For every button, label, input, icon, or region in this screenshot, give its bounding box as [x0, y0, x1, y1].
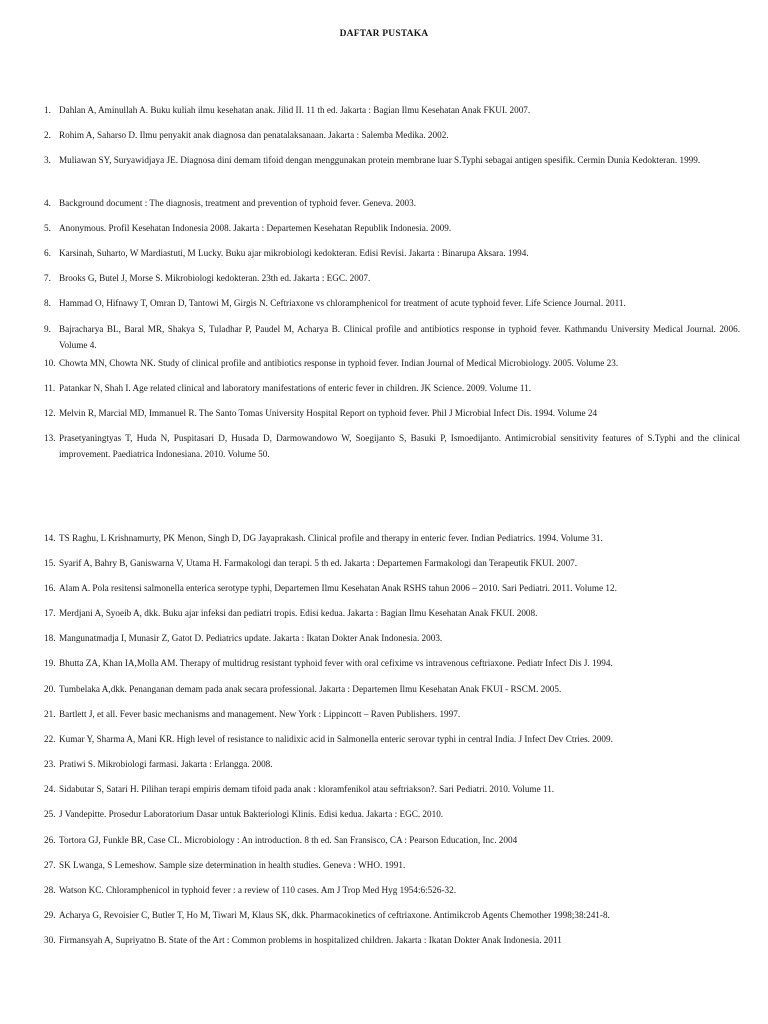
reference-text: Pratiwi S. Mikrobiologi farmasi. Jakarta : Erlangga. 2008. [59, 759, 273, 769]
reference-item [44, 405, 740, 421]
reference-text: Alam A. Pola resitensi salmonella enterica serotype typhi, Departemen Ilmu Kesehatan Anak RSHS tahun 2006 – 2010. Sari Pediatri. 2011. Volume 12. [59, 583, 617, 593]
reference-number: 18. [44, 633, 56, 643]
reference-item [44, 555, 740, 571]
reference-item [44, 907, 740, 923]
reference-number: 13. [44, 433, 56, 443]
reference-item [44, 355, 740, 371]
reference-text: Karsinah, Suharto, W Mardiastuti, M Lucky. Buku ajar mikrobiologi kedokteran. Edisi Revisi. Jakarta : Binarupa Aksara. 1994. [59, 248, 529, 258]
reference-text: Anonymous. Profil Kesehatan Indonesia 2008. Jakarta : Departemen Kesehatan Republik Indonesia. 2009. [59, 223, 452, 233]
reference-text: Tortora GJ, Funkle BR, Case CL. Microbiology : An introduction. 8 th ed. San Fransisco, CA : Pearson Education, Inc. 2004 [59, 835, 518, 845]
reference-text: Bhutta ZA, Khan IA,Molla AM. Therapy of multidrug resistant typhoid fever with oral cefixime vs intravenous ceftriaxone. Pediatr Infect Dis J. 1994. [59, 658, 613, 668]
page-title: DAFTAR PUSTAKA [339, 29, 429, 39]
reference-number: 15. [44, 558, 56, 568]
reference-text: TS Raghu, L Krishnamurty, PK Menon, Singh D, DG Jayaprakash. Clinical profile and therapy in enteric fever. Indian Pediatrics. 1994. Volume 31. [59, 533, 603, 543]
reference-item [44, 270, 740, 286]
reference-text: Bajracharya BL, Baral MR, Shakya S, Tuladhar P, Paudel M, Acharya B. Clinical profile and antibiotics response in typhoid fever. Kathmandu University Medical Journal. 2006. Volume 4. [59, 324, 740, 350]
reference-number: 3. [44, 155, 51, 165]
reference-item [44, 295, 740, 311]
reference-text: Acharya G, Revoisier C, Butler T, Ho M, Tiwari M, Klaus SK, dkk. Pharmacokinetics of ceftriaxone. Antimikcrob Agents Chemother 1998;38:241-8. [59, 910, 610, 920]
reference-text: Background document : The diagnosis, treatment and prevention of typhoid fever. Geneva. 2003. [59, 198, 417, 208]
reference-number: 29. [44, 910, 56, 920]
reference-text: Brooks G, Butel J, Morse S. Mikrobiologi kedokteran. 23th ed. Jakarta : EGC. 2007. [59, 273, 371, 283]
reference-number: 4. [44, 198, 51, 208]
reference-number: 2. [44, 130, 51, 140]
reference-number: 19. [44, 658, 56, 668]
reference-item [44, 781, 740, 797]
reference-text: Tumbelaka A,dkk. Penanganan demam pada anak secara professional. Jakarta : Departemen Ilmu Kesehatan Anak FKUI - RSCM. 2005. [59, 684, 562, 694]
reference-number: 8. [44, 298, 51, 308]
reference-text: Kumar Y, Sharma A, Mani KR. High level of resistance to nalidixic acid in Salmonella enteric serovar typhi in central India. J Infect Dev Ctries. 2009. [59, 734, 613, 744]
reference-number: 23. [44, 759, 56, 769]
reference-text: Hammad O, Hifnawy T, Omran D, Tantowi M, Girgis N. Ceftriaxone vs chloramphenicol for treatment of acute typhoid fever. Life Science Journal. 2011. [59, 298, 626, 308]
reference-text: SK Lwanga, S Lemeshow. Sample size determination in health studies. Geneva : WHO. 1991. [59, 860, 406, 870]
reference-item [44, 756, 740, 772]
reference-item [44, 731, 740, 747]
reference-number: 1. [44, 105, 51, 115]
reference-item [44, 530, 740, 546]
reference-number: 24. [44, 784, 56, 794]
reference-text: Bartlett J, et all. Fever basic mechanisms and management. New York : Lippincott – Raven Publishers. 1997. [59, 709, 461, 719]
reference-item [44, 932, 740, 948]
reference-text: Sidabutar S, Satari H. Pilihan terapi empiris demam tifoid pada anak : kloramfenikol atau seftriakson?. Sari Pediatri. 2010. Volume 11. [59, 784, 555, 794]
reference-text: Prasetyaningtyas T, Huda N, Puspitasari D, Husada D, Darmowandowo W, Soegijanto S, Basuki P, Ismoedijanto. Antimicrobial sensitivity features of S.Typhi and the clinical improvement. Paediatrica Indonesiana. 2010. Volume 50. [59, 433, 740, 459]
reference-item [44, 681, 740, 697]
reference-text: Firmansyah A, Supriyatno B. State of the Art : Common problems in hospitalized children. Jakarta : Ikatan Dokter Anak Indonesia. 2011 [59, 935, 562, 945]
reference-item [44, 430, 740, 462]
reference-number: 28. [44, 885, 56, 895]
reference-item [44, 380, 740, 396]
reference-text: Patankar N, Shah I. Age related clinical and laboratory manifestations of enteric fever in children. JK Science. 2009. Volume 11. [59, 383, 532, 393]
reference-item [44, 220, 740, 236]
reference-item [44, 655, 740, 671]
reference-item [44, 245, 740, 261]
reference-item [44, 832, 740, 848]
reference-item [44, 102, 740, 118]
reference-number: 16. [44, 583, 56, 593]
reference-item [44, 882, 740, 898]
reference-item [44, 152, 740, 168]
reference-item [44, 580, 740, 596]
reference-text: Mangunatmadja I, Munasir Z, Gatot D. Pediatrics update. Jakarta : Ikatan Dokter Anak Indonesia. 2003. [59, 633, 443, 643]
reference-text: Rohim A, Saharso D. Ilmu penyakit anak diagnosa dan penatalaksanaan. Jakarta : Salemba Medika. 2002. [59, 130, 449, 140]
reference-item [44, 706, 740, 722]
reference-text: Dahlan A, Aminullah A. Buku kuliah ilmu kesehatan anak. Jilid II. 11 th ed. Jakarta : Bagian Ilmu Kesehatan Anak FKUI. 2007. [59, 105, 531, 115]
reference-item [44, 127, 740, 143]
reference-number: 25. [44, 809, 56, 819]
reference-number: 9. [44, 324, 51, 334]
reference-number: 14. [44, 533, 56, 543]
reference-number: 6. [44, 248, 51, 258]
reference-number: 22. [44, 734, 56, 744]
reference-item [44, 321, 740, 353]
reference-number: 7. [44, 273, 51, 283]
reference-text: Merdjani A, Syoeib A, dkk. Buku ajar infeksi dan pediatri tropis. Edisi kedua. Jakarta : Bagian Ilmu Kesehatan Anak FKUI. 2008. [59, 608, 538, 618]
reference-item [44, 806, 740, 822]
reference-number: 27. [44, 860, 56, 870]
reference-number: 30. [44, 935, 56, 945]
reference-text: Syarif A, Bahry B, Ganiswarna V, Utama H. Farmakologi dan terapi. 5 th ed. Jakarta : Departemen Farmakologi dan Terapeutik FKUI. 2007. [59, 558, 578, 568]
reference-number: 5. [44, 223, 51, 233]
reference-item [44, 195, 740, 211]
reference-text: Muliawan SY, Suryawidjaya JE. Diagnosa dini demam tifoid dengan menggunakan protein membrane luar S.Typhi sebagai antigen spesifik. Cermin Dunia Kedokteran. 1999. [59, 155, 701, 165]
reference-number: 10. [44, 358, 56, 368]
reference-number: 17. [44, 608, 56, 618]
reference-item [44, 857, 740, 873]
reference-number: 26. [44, 835, 56, 845]
reference-item [44, 630, 740, 646]
reference-number: 11. [44, 383, 56, 393]
reference-number: 12. [44, 408, 56, 418]
reference-item [44, 605, 740, 621]
reference-number: 20. [44, 684, 56, 694]
reference-text: J Vandepitte. Prosedur Laboratorium Dasar untuk Bakteriologi Klinis. Edisi kedua. Jakarta : EGC. 2010. [59, 809, 444, 819]
reference-text: Watson KC. Chloramphenicol in typhoid fever : a review of 110 cases. Am J Trop Med Hyg 1954:6:526-32. [59, 885, 456, 895]
reference-text: Chowta MN, Chowta NK. Study of clinical profile and antibiotics response in typhoid fever. Indian Journal of Medical Microbiology. 2005. Volume 23. [59, 358, 619, 368]
reference-text: Melvin R, Marcial MD, Immanuel R. The Santo Tomas University Hospital Report on typhoid fever. Phil J Microbial Infect Dis. 1994. Volume 24 [59, 408, 598, 418]
reference-number: 21. [44, 709, 56, 719]
